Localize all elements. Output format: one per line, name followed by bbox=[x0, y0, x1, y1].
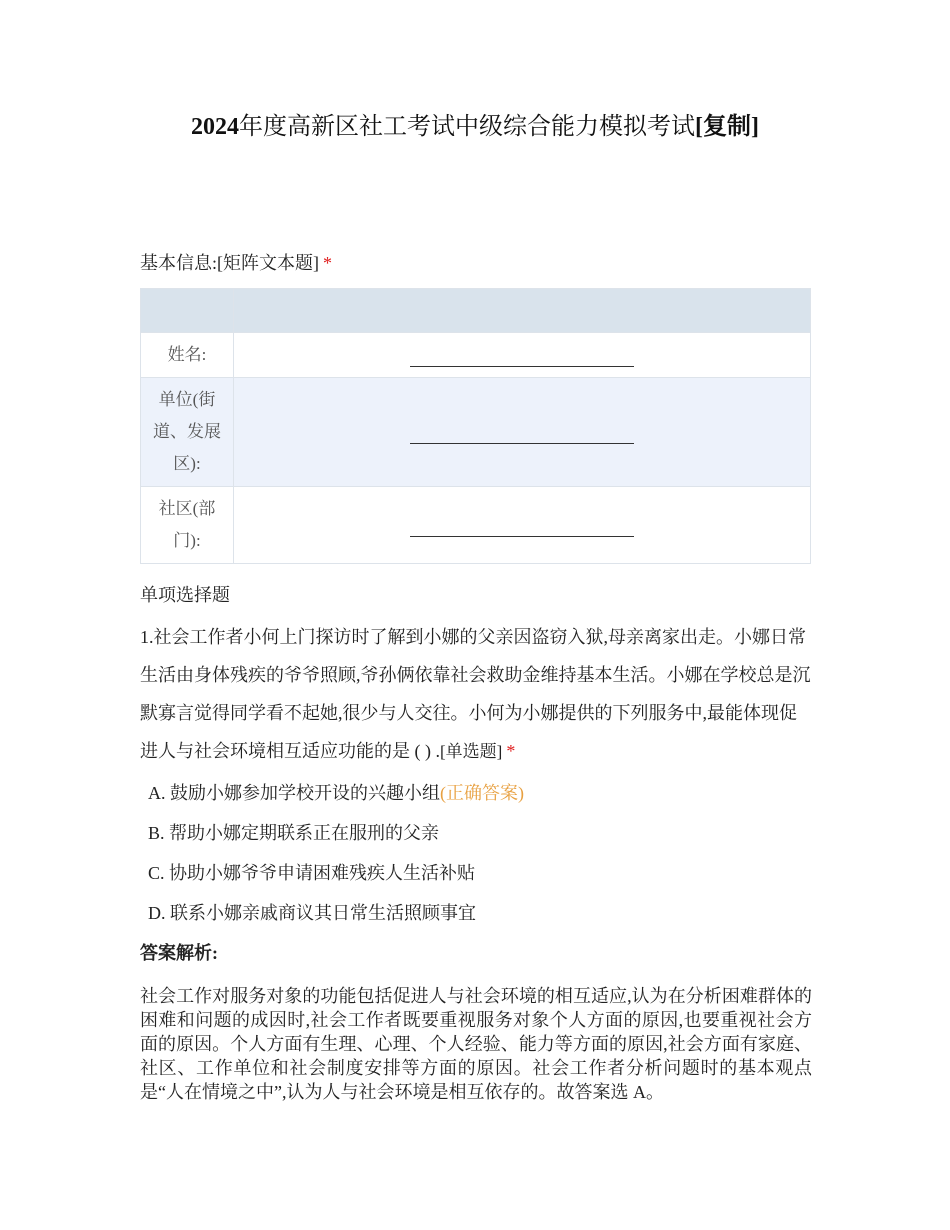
option-d[interactable] bbox=[148, 898, 524, 938]
title-year: 2024 bbox=[191, 114, 239, 140]
matrix-header-cell bbox=[234, 289, 811, 333]
basic-info-title: 基本信息: bbox=[140, 253, 218, 273]
required-mark: * bbox=[323, 253, 333, 273]
name-field-cell[interactable] bbox=[234, 333, 811, 378]
required-mark: * bbox=[506, 741, 516, 761]
title-text: 年度高新区社工考试中级综合能力模拟考试 bbox=[239, 114, 695, 140]
option-a-text: A. 鼓励小娜参加学校开设的兴趣小组 bbox=[148, 783, 440, 803]
copy-tag[interactable]: [复制] bbox=[695, 114, 759, 140]
option-a[interactable] bbox=[148, 778, 524, 818]
matrix-header-row bbox=[141, 289, 811, 333]
option-c-text: C. 协助小娜爷爷申请困难残疾人生活补贴 bbox=[148, 863, 476, 883]
matrix-row-name bbox=[141, 333, 811, 378]
question-type-tag: [单选题] bbox=[440, 742, 503, 761]
unit-field-cell[interactable] bbox=[234, 378, 811, 487]
question-stem: 1.社会工作者小何上门探访时了解到小娜的父亲因盗窃入狱,母亲离家出走。小娜日常生活由身体残疾的爷爷照顾,爷孙俩依靠社会救助金维持基本生活。小娜在学校总是沉默寡言觉得同学看不起她,很少与人交往。小何为小娜提供的下列服务中,最能体现促进人与社会环境相互适应功能的是 ( ) . bbox=[140, 627, 811, 761]
option-list bbox=[148, 778, 524, 938]
analysis-heading: 答案解析: bbox=[140, 943, 218, 963]
basic-info-label bbox=[140, 250, 332, 276]
option-c[interactable] bbox=[148, 858, 524, 898]
community-field[interactable] bbox=[410, 522, 634, 537]
correct-answer-note: (正确答案) bbox=[440, 783, 524, 803]
page-title bbox=[0, 110, 950, 144]
option-b-text: B. 帮助小娜定期联系正在服刑的父亲 bbox=[148, 823, 440, 843]
section-title: 单项选择题 bbox=[140, 585, 230, 605]
name-field[interactable] bbox=[410, 352, 634, 367]
community-label: 社区(部门): bbox=[141, 487, 234, 564]
unit-label: 单位(街道、发展区): bbox=[141, 378, 234, 487]
matrix-row-community bbox=[141, 487, 811, 564]
option-d-text: D. 联系小娜亲戚商议其日常生活照顾事宜 bbox=[148, 903, 476, 923]
unit-field[interactable] bbox=[410, 429, 634, 444]
name-label: 姓名: bbox=[141, 333, 234, 378]
analysis-body: 社会工作对服务对象的功能包括促进人与社会环境的相互适应,认为在分析困难群体的困难和问题的成因时,社会工作者既要重视服务对象个人方面的原因,也要重视社会方面的原因。个人方面有生理、心理、个人经验、能力等方面的原因,社会方面有家庭、社区、工作单位和社会制度安排等方面的原因。社会工作者分析问题时的基本观点是“人在情境之中”,认为人与社会环境是相互依存的。故答案选 A。 bbox=[140, 986, 812, 1102]
question-text bbox=[140, 618, 812, 771]
matrix-header-cell bbox=[141, 289, 234, 333]
matrix-type-tag: [矩阵文本题] bbox=[217, 253, 320, 273]
matrix-row-unit bbox=[141, 378, 811, 487]
basic-info-matrix bbox=[140, 288, 811, 564]
option-b[interactable] bbox=[148, 818, 524, 858]
community-field-cell[interactable] bbox=[234, 487, 811, 564]
